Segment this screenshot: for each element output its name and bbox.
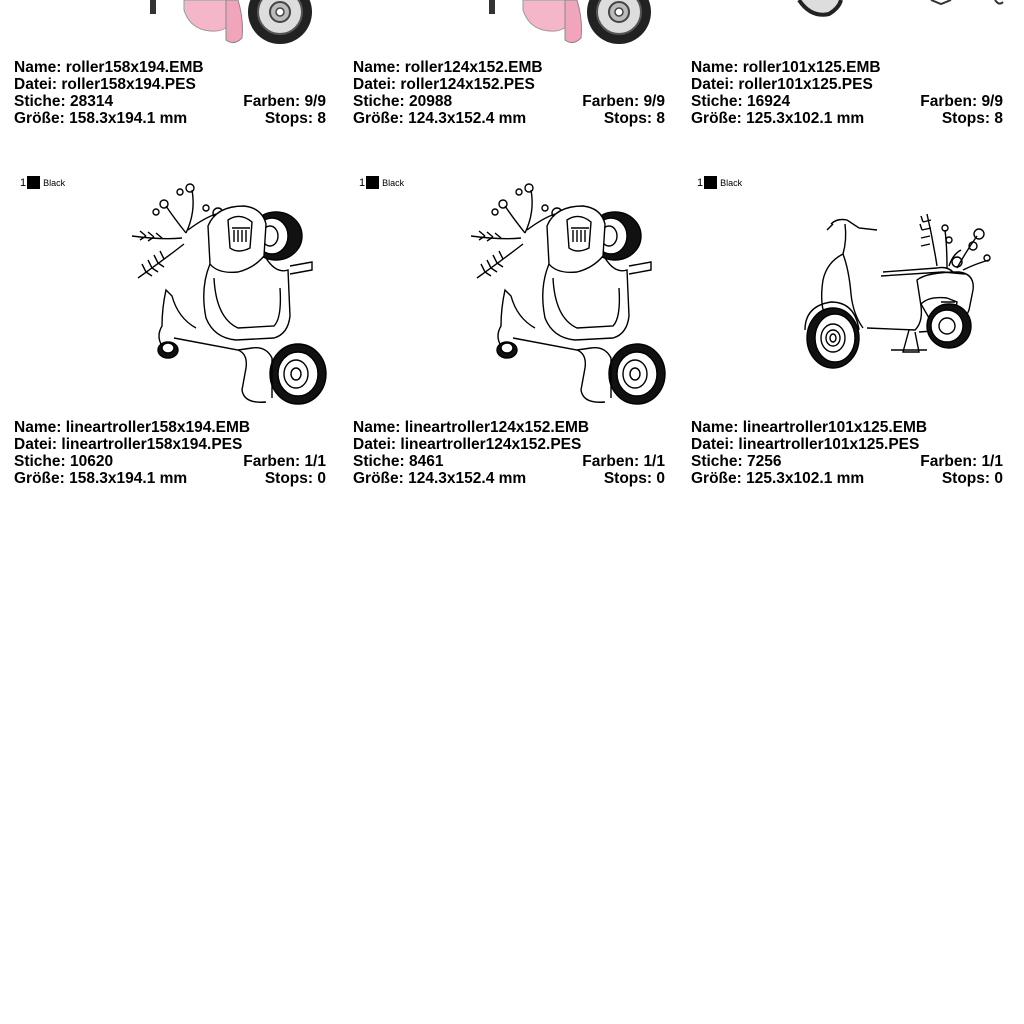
label-name: Name: [691, 59, 739, 76]
stitch-count: 20988 [409, 93, 453, 110]
label-farben: Farben: [920, 93, 978, 110]
black-swatch-icon [27, 176, 40, 189]
design-preview-pink-scooter [473, 0, 673, 50]
label-name: Name: [691, 419, 739, 436]
color-count: 9/9 [304, 93, 326, 110]
label-stiche: Stiche: [353, 453, 405, 470]
design-file: lineartroller124x152.PES [400, 436, 582, 453]
stop-count: 8 [656, 110, 665, 127]
design-size: 124.3x152.4 mm [408, 470, 527, 487]
design-name: roller158x194.EMB [65, 59, 204, 76]
label-stops: Stops: [941, 110, 991, 127]
stitch-count: 8461 [409, 453, 444, 470]
color-count: 9/9 [643, 93, 665, 110]
label-groesse: Größe: [691, 110, 742, 127]
label-datei: Datei: [691, 436, 735, 453]
label-groesse: Größe: [353, 470, 404, 487]
label-datei: Datei: [691, 76, 735, 93]
design-size: 158.3x194.1 mm [69, 110, 188, 127]
design-file: lineartroller101x125.PES [738, 436, 920, 453]
label-stops: Stops: [603, 110, 653, 127]
label-farben: Farben: [243, 93, 301, 110]
design-info [14, 59, 326, 127]
label-datei: Datei: [353, 76, 397, 93]
design-info [353, 419, 665, 487]
label-stops: Stops: [603, 470, 653, 487]
stop-count: 8 [317, 110, 326, 127]
design-name: roller101x125.EMB [742, 59, 881, 76]
stitch-count: 28314 [70, 93, 114, 110]
label-name: Name: [353, 419, 401, 436]
thread-index: 1 [20, 176, 27, 189]
label-stiche: Stiche: [14, 453, 66, 470]
thread-color-name: Black [382, 177, 405, 188]
thread-index: 1 [359, 176, 366, 189]
design-preview-pink-scooter [781, 0, 1011, 20]
color-count: 1/1 [643, 453, 665, 470]
label-farben: Farben: [243, 453, 301, 470]
design-size: 125.3x102.1 mm [746, 110, 865, 127]
label-datei: Datei: [14, 76, 58, 93]
thread-color-legend [697, 176, 742, 189]
design-preview-lineart-scooter-wide [797, 210, 997, 380]
label-name: Name: [14, 59, 62, 76]
label-datei: Datei: [14, 436, 58, 453]
design-preview-lineart-scooter [126, 178, 316, 410]
label-name: Name: [14, 419, 62, 436]
black-swatch-icon [366, 176, 379, 189]
label-name: Name: [353, 59, 401, 76]
label-stiche: Stiche: [691, 93, 743, 110]
thread-index: 1 [697, 176, 704, 189]
design-size: 158.3x194.1 mm [69, 470, 188, 487]
stop-count: 8 [994, 110, 1003, 127]
stitch-count: 7256 [747, 453, 782, 470]
color-count: 1/1 [304, 453, 326, 470]
label-groesse: Größe: [14, 470, 65, 487]
design-file: roller158x194.PES [61, 76, 196, 93]
stop-count: 0 [656, 470, 665, 487]
design-size: 124.3x152.4 mm [408, 110, 527, 127]
label-groesse: Größe: [691, 470, 742, 487]
design-name: lineartroller124x152.EMB [404, 419, 590, 436]
label-farben: Farben: [582, 93, 640, 110]
design-name: lineartroller101x125.EMB [742, 419, 928, 436]
label-stops: Stops: [941, 470, 991, 487]
label-datei: Datei: [353, 436, 397, 453]
label-stiche: Stiche: [691, 453, 743, 470]
stitch-count: 16924 [747, 93, 791, 110]
design-preview-lineart-scooter [465, 178, 655, 410]
thread-color-name: Black [43, 177, 66, 188]
design-file: lineartroller158x194.PES [61, 436, 243, 453]
label-stops: Stops: [264, 110, 314, 127]
design-file: roller124x152.PES [400, 76, 535, 93]
design-preview-pink-scooter [134, 0, 334, 50]
stitch-count: 10620 [70, 453, 114, 470]
label-stiche: Stiche: [14, 93, 66, 110]
color-count: 1/1 [981, 453, 1003, 470]
black-swatch-icon [704, 176, 717, 189]
design-info [691, 59, 1003, 127]
stop-count: 0 [994, 470, 1003, 487]
label-farben: Farben: [920, 453, 978, 470]
label-stiche: Stiche: [353, 93, 405, 110]
design-name: roller124x152.EMB [404, 59, 543, 76]
label-farben: Farben: [582, 453, 640, 470]
color-count: 9/9 [981, 93, 1003, 110]
thread-color-legend [20, 176, 65, 189]
design-file: roller101x125.PES [738, 76, 873, 93]
design-size: 125.3x102.1 mm [746, 470, 865, 487]
label-groesse: Größe: [353, 110, 404, 127]
label-stops: Stops: [264, 470, 314, 487]
design-info [14, 419, 326, 487]
thread-color-legend [359, 176, 404, 189]
label-groesse: Größe: [14, 110, 65, 127]
stop-count: 0 [317, 470, 326, 487]
design-info [691, 419, 1003, 487]
thread-color-name: Black [720, 177, 743, 188]
design-info [353, 59, 665, 127]
design-name: lineartroller158x194.EMB [65, 419, 251, 436]
